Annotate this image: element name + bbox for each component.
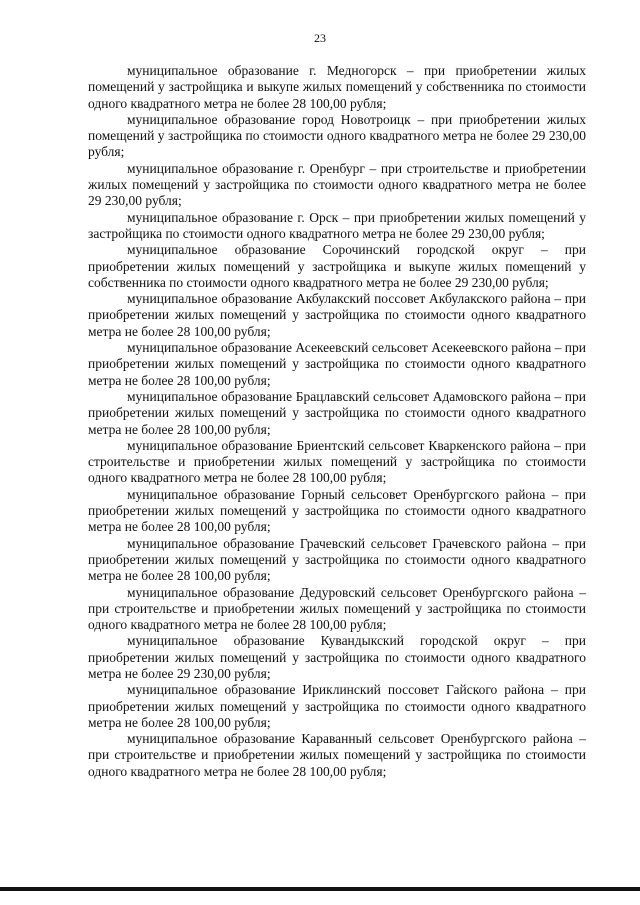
paragraph-asekeevo: муниципальное образование Асекеевский сельсовет Асекеевского района – при приобретении жилых помещений у застройщика по стоимости одного квадратного метра не более 28 100,00 рубля; — [88, 340, 586, 388]
paragraph-novotroitsk: муниципальное образование город Новотроицк – при приобретении жилых помещений у застройщика по стоимости одного квадратного метра не более 29 230,00 рубля; — [88, 111, 586, 160]
document-body — [88, 63, 586, 780]
paragraph-mednogorsk: муниципальное образование г. Медногорск – при приобретении жилых помещений у застройщика и выкупе жилых помещений у собственника по стоимости одного квадратного метра не более 28 100,00 рубля; — [88, 63, 586, 111]
paragraph-gorny: муниципальное образование Горный сельсовет Оренбургского района – при приобретении жилых помещений у застройщика по стоимости одного квадратного метра не более 28 100,00 рубля; — [88, 486, 586, 535]
page-number: 23 — [314, 31, 326, 45]
paragraph-brientsky: муниципальное образование Бриентский сельсовет Кваркенского района – при строительстве и приобретении жилых помещений у застройщика по стоимости одного квадратного метра не более 28 100,00 рубля; — [88, 437, 586, 486]
paragraph-kuvandyk: муниципальное образование Кувандыкский городской округ – при приобретении жилых помещений у застройщика по стоимости одного квадратного метра не более 29 230,00 рубля; — [88, 633, 586, 681]
paragraph-iriklinsky: муниципальное образование Ириклинский поссовет Гайского района – при приобретении жилых помещений у застройщика по стоимости одного квадратного метра не более 28 100,00 рубля; — [88, 682, 586, 730]
paragraph-dedurovsky: муниципальное образование Дедуровский сельсовет Оренбургского района – при строительстве и приобретении жилых помещений у застройщика по стоимости одного квадратного метра не более 28 100,00 рубля; — [88, 584, 586, 633]
paragraph-karavanny: муниципальное образование Караванный сельсовет Оренбургского района – при строительстве и приобретении жилых помещений у застройщика по стоимости одного квадратного метра не более 28 100,00 рубля; — [88, 731, 586, 779]
paragraph-akbulak: муниципальное образование Акбулакский поссовет Акбулакского района – при приобретении жилых помещений у застройщика по стоимости одного квадратного метра не более 28 100,00 рубля; — [88, 291, 586, 339]
bottom-divider — [0, 887, 640, 891]
paragraph-orenburg: муниципальное образование г. Оренбург – при строительстве и приобретении жилых помещений у застройщика по стоимости одного квадратного метра не более 29 230,00 рубля; — [88, 160, 586, 209]
paragraph-orsk: муниципальное образование г. Орск – при приобретении жилых помещений у застройщика по стоимости одного квадратного метра не более 29 230,00 рубля; — [88, 209, 586, 241]
paragraph-grachevsky: муниципальное образование Грачевский сельсовет Грачевского района – при приобретении жилых помещений у застройщика по стоимости одного квадратного метра не более 28 100,00 рубля; — [88, 535, 586, 584]
paragraph-sorochinsk: муниципальное образование Сорочинский городской округ – при приобретении жилых помещений у застройщика и выкупе жилых помещений у собственника по стоимости одного квадратного метра не более 29 230,00 рубля; — [88, 242, 586, 290]
paragraph-bratslav: муниципальное образование Брацлавский сельсовет Адамовского района – при приобретении жилых помещений у застройщика по стоимости одного квадратного метра не более 28 100,00 рубля; — [88, 388, 586, 437]
